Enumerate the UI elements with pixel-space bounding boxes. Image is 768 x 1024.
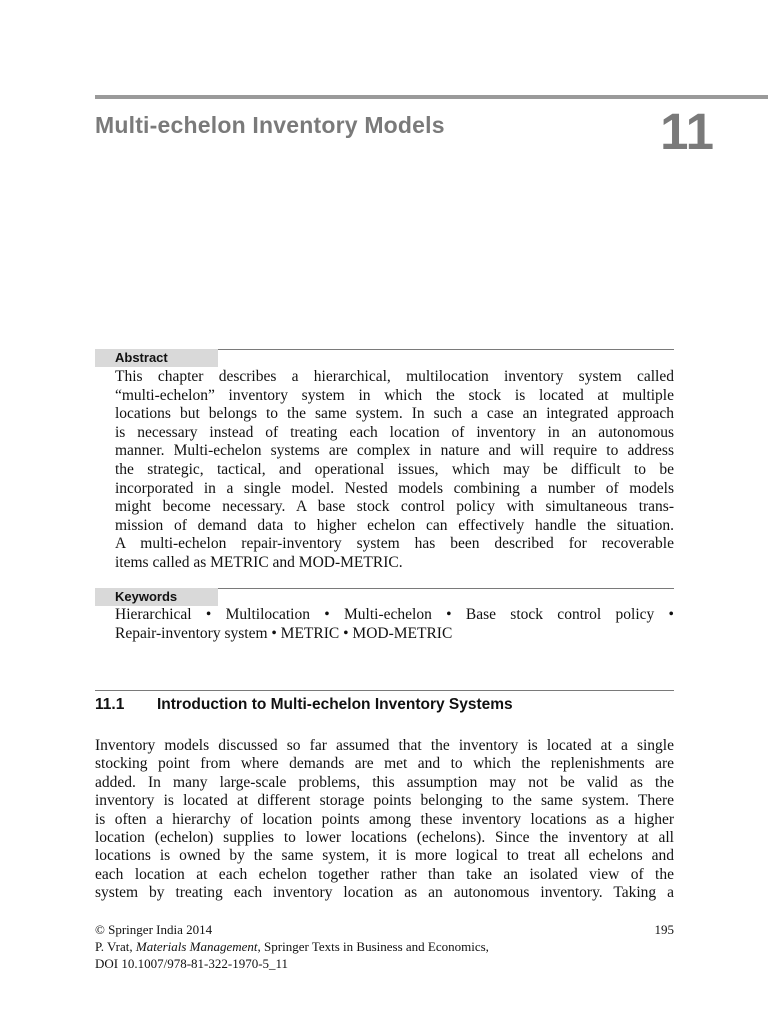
- body-line: Inventory models discussed so far assumed that the inventory is located at a single: [95, 737, 674, 754]
- body-line: added. In many large-scale problems, this assumption may not be valid as the: [95, 773, 674, 791]
- body-paragraph: [95, 737, 674, 903]
- keywords-line: Repair-inventory system • METRIC • MOD-METRIC: [115, 624, 453, 642]
- abstract-heading: Abstract: [95, 349, 218, 367]
- abstract-line: “multi-echelon” inventory system in which the stock is located at multiple: [115, 386, 674, 404]
- body-line: inventory is located at different storage points belonging to the same system. There: [95, 792, 674, 810]
- abstract-line: This chapter describes a hierarchical, multilocation inventory system called: [115, 368, 674, 385]
- citation-series: , Springer Texts in Business and Economics,: [257, 939, 489, 954]
- body-line: each location at each echelon together rather than take an isolated view of the: [95, 865, 674, 883]
- abstract-line: A multi-echelon repair-inventory system has been described for recoverable: [115, 535, 674, 553]
- body-line: location (echelon) supplies to lower locations (echelons). Since the inventory at all: [95, 828, 674, 846]
- copyright-line: © Springer India 2014: [95, 922, 213, 937]
- body-line: system by treating each inventory location as an autonomous inventory. Taking a: [95, 884, 674, 902]
- chapter-title: Multi-echelon Inventory Models: [95, 112, 445, 138]
- abstract-line: manner. Multi-echelon systems are complex in nature and will require to address: [115, 442, 674, 460]
- abstract-text: [115, 368, 674, 573]
- abstract-line: the strategic, tactical, and operational issues, which may be difficult to be: [115, 460, 674, 478]
- section-rule: [95, 690, 674, 691]
- chapter-top-rule: [95, 95, 768, 99]
- body-line: stocking point from where demands are met and to which the replenishments are: [95, 755, 674, 773]
- body-line: locations is owned by the same system, it is more logical to treat all echelons and: [95, 847, 674, 865]
- keywords-heading: Keywords: [95, 588, 218, 606]
- body-line: is often a hierarchy of location points among these inventory locations as a higher: [95, 810, 674, 828]
- section-number: 11.1: [95, 696, 125, 713]
- chapter-number: 11: [660, 103, 714, 160]
- citation-book-title: Materials Management: [135, 939, 258, 954]
- section-title: Introduction to Multi-echelon Inventory Systems: [157, 696, 513, 713]
- page-footer: [95, 921, 674, 972]
- abstract-line: incorporated in a single model. Nested models combining a number of models: [115, 479, 674, 497]
- citation-author: P. Vrat,: [95, 939, 136, 954]
- doi-line: DOI 10.1007/978-81-322-1970-5_11: [95, 956, 289, 971]
- abstract-line: is necessary instead of treating each location of inventory in an autonomous: [115, 423, 674, 441]
- citation-line: [95, 938, 674, 955]
- keywords-text: [115, 606, 674, 643]
- abstract-line: might become necessary. A base stock control policy with simultaneous trans-: [115, 498, 674, 516]
- abstract-line: locations but belongs to the same system. In such a case an integrated approach: [115, 405, 674, 423]
- keywords-line: Hierarchical • Multilocation • Multi-echelon • Base stock control policy •: [115, 606, 674, 623]
- abstract-line: mission of demand data to higher echelon can effectively handle the situation.: [115, 516, 674, 534]
- section-heading: [95, 696, 513, 714]
- page-number: 195: [654, 922, 674, 937]
- abstract-line: items called as METRIC and MOD-METRIC.: [115, 553, 403, 571]
